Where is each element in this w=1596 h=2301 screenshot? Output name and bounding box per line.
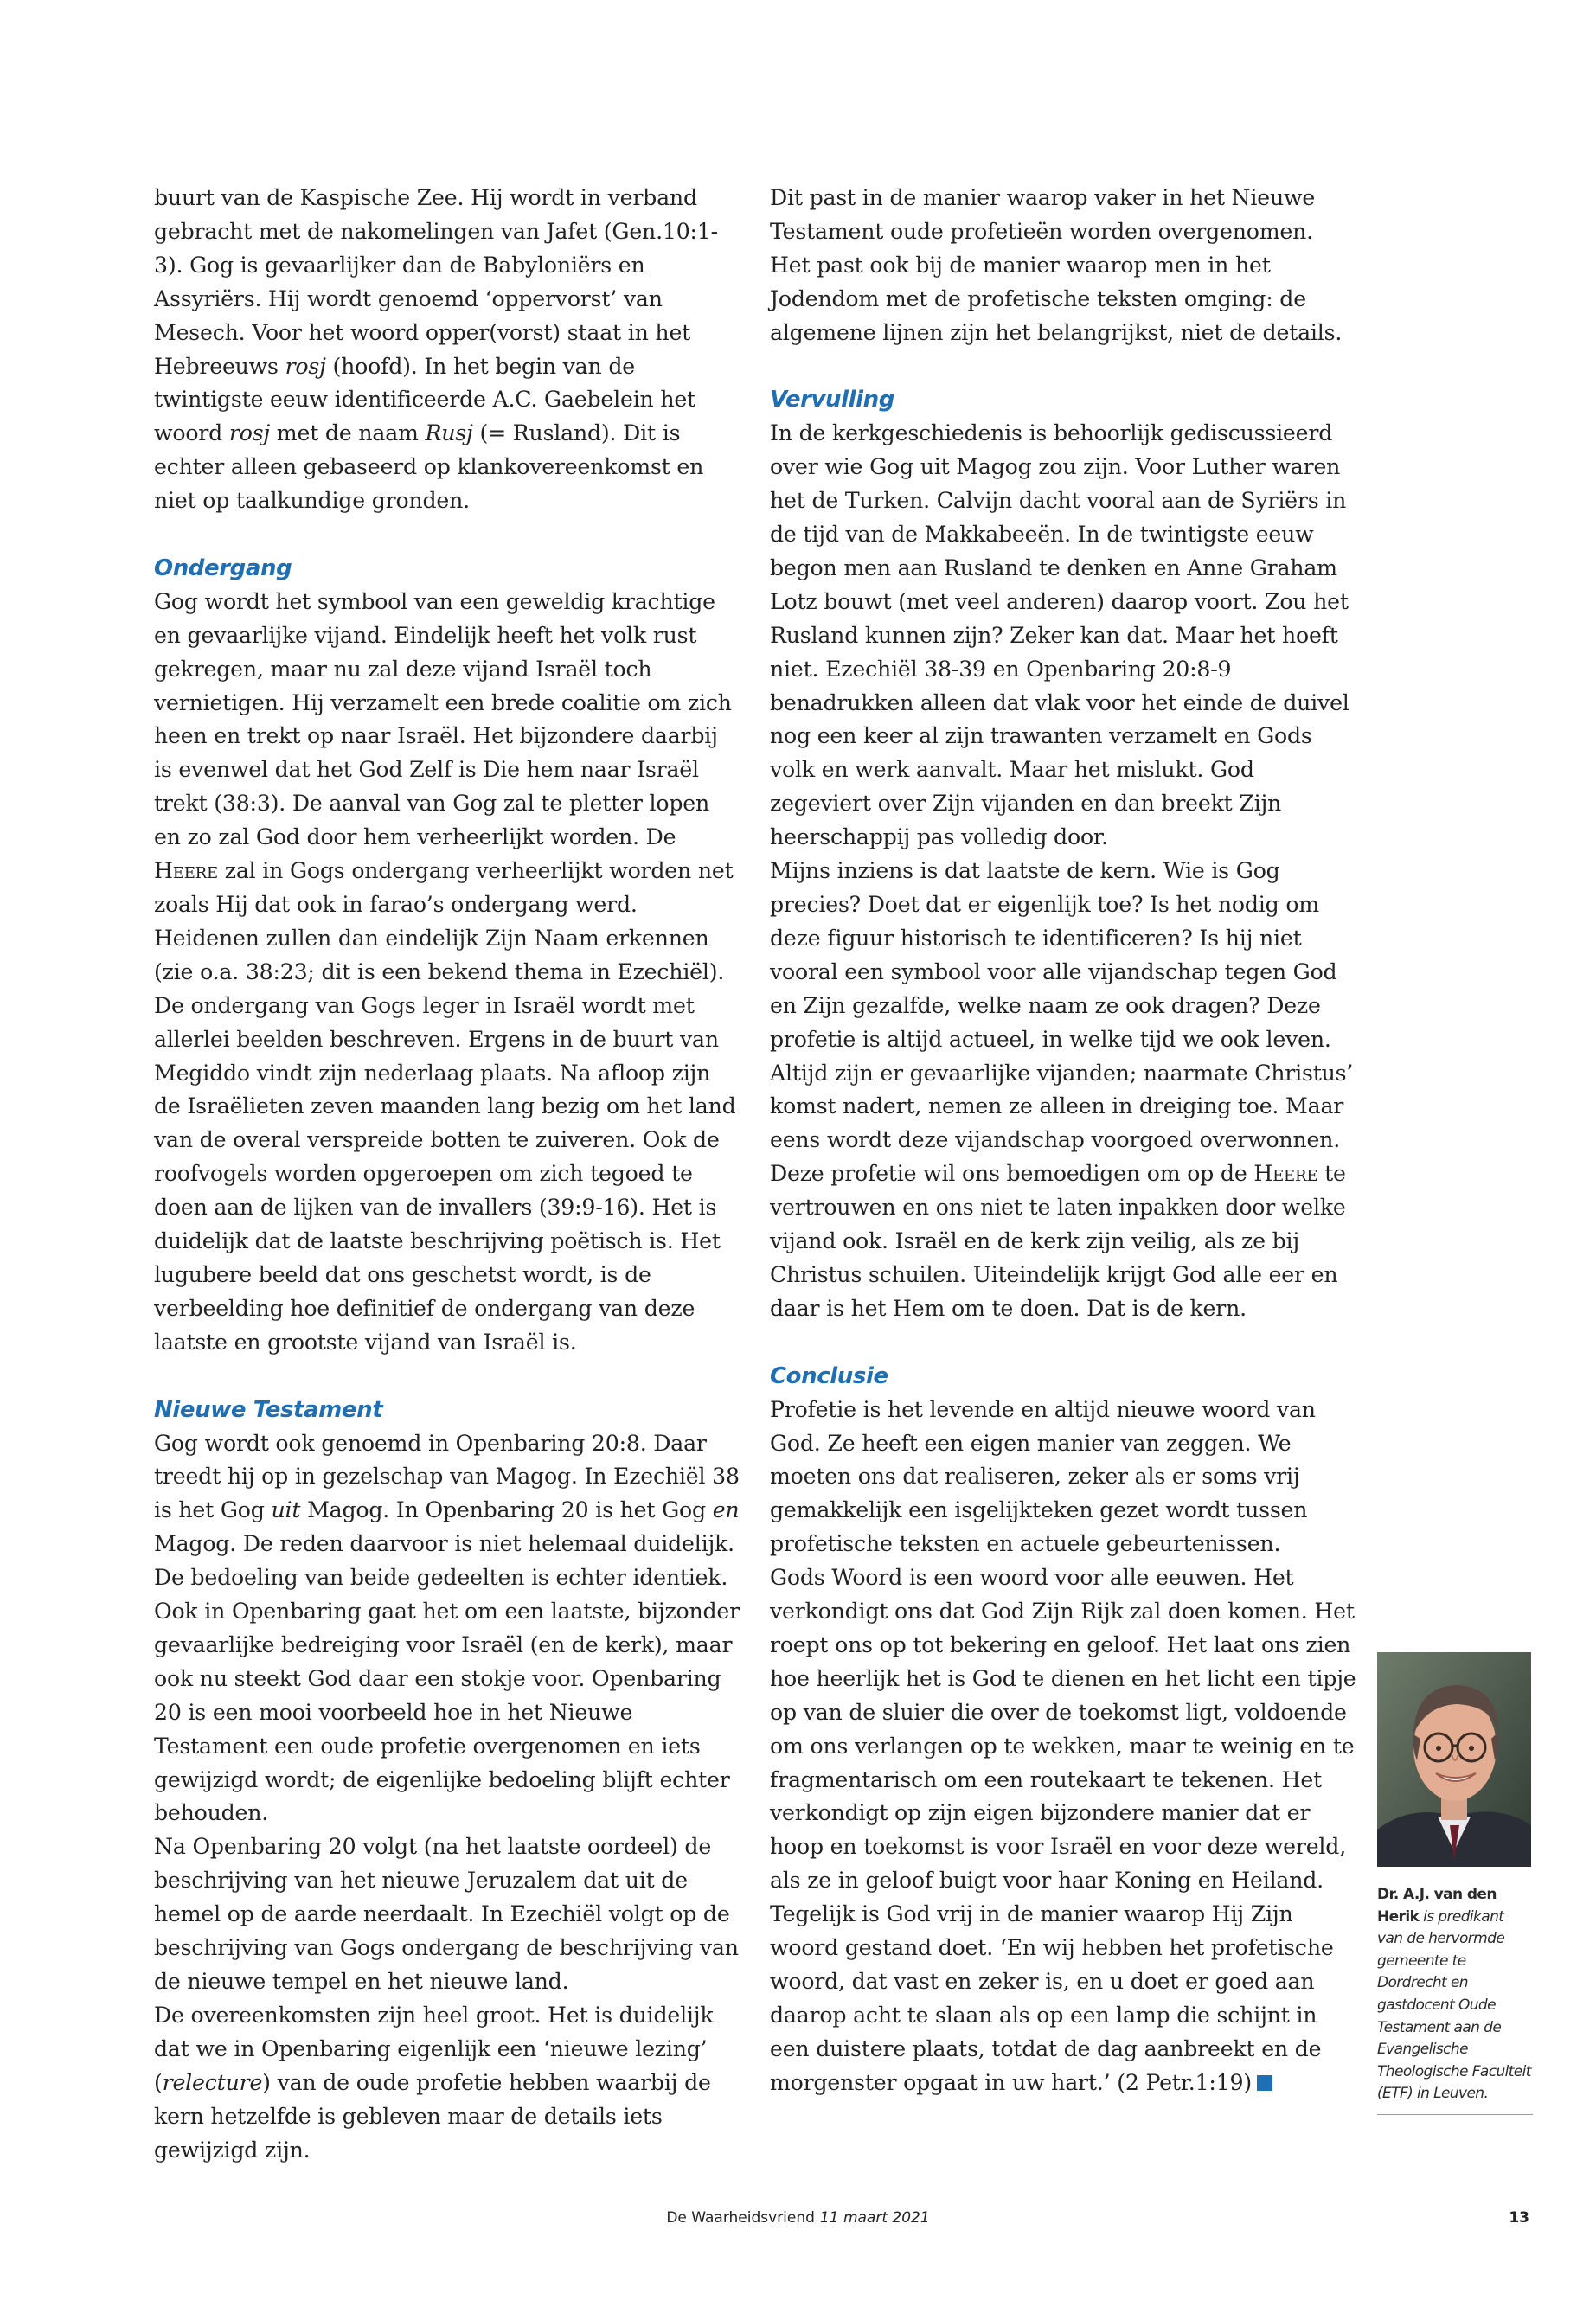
section-heading-ondergang: Ondergang [154, 554, 292, 581]
italic-text: rosj [228, 420, 270, 446]
conclusie-paragraph-1: Profetie is het levende en altijd nieuwe woord van God. Ze heeft een eigen manier van zeggen. We moeten ons dat realiseren, zeker als er soms vrij gemakkelijk een isgelijkteken gezet wordt tussen profetische teksten en actuele gebeurtenissen. [770, 1396, 1316, 1557]
italic-text: uit [271, 1497, 301, 1523]
italic-text: rosj [285, 353, 326, 379]
section-heading-conclusie: Conclusie [770, 1362, 888, 1389]
intro-paragraph: buurt van de Kaspische Zee. Hij wordt in verband gebracht met de nakomelingen van Jafet (Gen.10:1-3). Gog is gevaarlijker dan de Babyloniërs en Assyriërs. Hij wordt genoemd ‘oppervorst’ van Mesech. Voor het woord opper(vorst) staat in het Hebreeuws rosj (hoofd). In het begin van de twintigste eeuw identificeerde A.C. Gaebelein het woord rosj met de naam Rusj (= Rusland). Dit is echter alleen gebaseerd op klankovereenkomst en niet op taalkundige gronden. [154, 185, 718, 514]
end-of-article-square [1257, 2075, 1272, 2091]
nieuwe-testament-paragraph-3: De overeenkomsten zijn heel groot. Het is duidelijk dat we in Openbaring eigenlijk een ‘nieuwe lezing’ (relecture) van de oude profetie hebben waarbij de kern hetzelfde is gebleven maar de details iets gewijzigd zijn. [154, 2002, 714, 2163]
author-caption [1377, 1884, 1533, 2115]
author-photo [1377, 1652, 1531, 1867]
footer [0, 2209, 1596, 2227]
italic-text: relecture [162, 2069, 263, 2095]
small-caps-text: Heere [154, 858, 218, 884]
italic-text: Rusj [425, 420, 473, 446]
nieuwe-testament-paragraph-1: Gog wordt ook genoemd in Openbaring 20:8. Daar treedt hij op in gezelschap van Magog. In Ezechiël 38 is het Gog uit Magog. In Openbaring 20 is het Gog en Magog. De reden daarvoor is niet helemaal duidelijk. De bedoeling van beide gedeelten is echter identiek. Ook in Openbaring gaat het om een laatste, bijzonder gevaarlijke bedreiging voor Israël (en de kerk), maar ook nu steekt God daar een stokje voor. Openbaring 20 is een mooi voorbeeld hoe in het Nieuwe Testament een oude profetie overgenomen en iets gewijzigd wordt; de eigenlijke bedoeling blijft echter behouden. [154, 1430, 740, 1826]
ondergang-paragraph: Gog wordt het symbool van een geweldig krachtige en gevaarlijke vijand. Eindelijk heeft het volk rust gekregen, maar nu zal deze vijand Israël toch vernietigen. Hij verzamelt een brede coalitie om zich heen en trekt op naar Israël. Het bijzondere daarbij is evenwel dat het God Zelf is Die hem naar Israël trekt (38:3). De aanval van Gog zal te pletter lopen en zo zal God door hem verheerlijkt worden. De Heere zal in Gogs ondergang verheerlijkt worden net zoals Hij dat ook in farao’s ondergang werd. Heidenen zullen dan eindelijk Zijn Naam erkennen (zie o.a. 38:23; dit is een bekend thema in Ezechiël). De ondergang van Gogs leger in Israël wordt met allerlei beelden beschreven. Ergens in de buurt van Megiddo vindt zijn nederlaag plaats. Na afloop zijn de Israëlieten zeven maanden lang bezig om het land van de overal verspreide botten te zuiveren. Ook de roofvogels worden opgeroepen om zich tegoed te doen aan de lijken van de invallers (39:9-16). Het is duidelijk dat de laatste beschrijving poëtisch is. Het lugubere beeld dat ons geschetst wordt, is de verbeelding hoe definitief de ondergang van deze laatste en grootste vijand van Israël is. [154, 588, 736, 1355]
author-bio: is predikant van de hervormde gemeente te Dordrecht en gastdocent Oude Testament aan de Evangelische Theologische Faculteit (ETF) in Leuven. [1377, 1907, 1531, 2103]
footer-magazine-name: De Waarheidsvriend [666, 2209, 815, 2227]
vervulling-paragraph-1: In de kerkgeschiedenis is behoorlijk gediscussieerd over wie Gog uit Magog zou zijn. Voor Luther waren het de Turken. Calvijn dacht vooral aan de Syriërs in de tijd van de Makkabeeën. In de twintigste eeuw begon men aan Rusland te denken en Anne Graham Lotz bouwt (met veel anderen) daarop voort. Zou het Rusland kunnen zijn? Zeker kan dat. Maar het hoeft niet. Ezechiël 38-39 en Openbaring 20:8-9 benadrukken alleen dat vlak voor het einde de duivel nog een keer al zijn trawanten verzamelt en Gods volk en werk aanvalt. Maar het mislukt. God zegeviert over Zijn vijanden en dan breekt Zijn heerschappij pas volledig door. [770, 420, 1349, 850]
italic-text: en [712, 1497, 740, 1523]
left-column [154, 182, 740, 2167]
author-name: Dr. A.J. van den Herik [1377, 1886, 1497, 1926]
small-caps-text: Heere [1253, 1161, 1318, 1187]
right-column [770, 182, 1356, 2100]
footer-date: 11 maart 2021 [819, 2209, 930, 2227]
section-heading-nieuwe-testament: Nieuwe Testament [154, 1396, 383, 1423]
vervulling-paragraph-2: Mijns inziens is dat laatste de kern. Wie is Gog precies? Doet dat er eigenlijk toe? Is het nodig om deze figuur historisch te identificeren? Is hij niet vooral een symbool voor alle vijandschap tegen God en Zijn gezalfde, welke naam ze ook dragen? Deze profetie is altijd actueel, in welke tijd we ook leven. Altijd zijn er gevaarlijke vijanden; naarmate Christus’ komst nadert, nemen ze alleen in dreiging toe. Maar eens wordt deze vijandschap voorgoed overwonnen. Deze profetie wil ons bemoedigen om op de Heere te vertrouwen en ons niet te laten inpakken door welke vijand ook. Israël en de kerk zijn veilig, als ze bij Christus schuilen. Uiteindelijk krijgt God alle eer en daar is het Hem om te doen. Dat is de kern. [770, 858, 1354, 1321]
author-portrait-illustration [1377, 1652, 1531, 1867]
page-number: 13 [1509, 2209, 1529, 2227]
section-heading-vervulling: Vervulling [770, 387, 895, 413]
nieuwe-testament-paragraph-2: Na Openbaring 20 volgt (na het laatste oordeel) de beschrijving van het nieuwe Jeruzalem dat uit de hemel op de aarde neerdaalt. In Ezechiël volgt op de beschrijving van Gogs ondergang de beschrijving van de nieuwe tempel en het nieuwe land. [154, 1834, 739, 1994]
continuation-paragraph: Dit past in de manier waarop vaker in het Nieuwe Testament oude profetieën worden overgenomen. Het past ook bij de manier waarop men in het Jodendom met de profetische teksten omging: de algemene lijnen zijn het belangrijkst, niet de details. [770, 185, 1343, 345]
conclusie-paragraph-2: Gods Woord is een woord voor alle eeuwen. Het verkondigt ons dat God Zijn Rijk zal doen komen. Het roept ons op tot bekering en geloof. Het laat ons zien hoe heerlijk het is God te dienen en het licht een tipje op van de sluier die over de toekomst ligt, voldoende om ons verlangen op te wekken, maar te weinig en te fragmentarisch om een routekaart te tekenen. Het verkondigt op zijn eigen bijzondere manier dat er hoop en toekomst is voor Israël en voor deze wereld, als ze in geloof buigt voor haar Koning en Heiland. Tegelijk is God vrij in de manier waarop Hij Zijn woord gestand doet. ‘En wij hebben het profetische woord, dat vast en zeker is, en u doet er goed aan daarop acht te slaan als op een lamp die schijnt in een duistere plaats, totdat de dag aanbreekt en de morgenster opgaat in uw hart.’ (2 Petr.1:19) [770, 1565, 1356, 2095]
